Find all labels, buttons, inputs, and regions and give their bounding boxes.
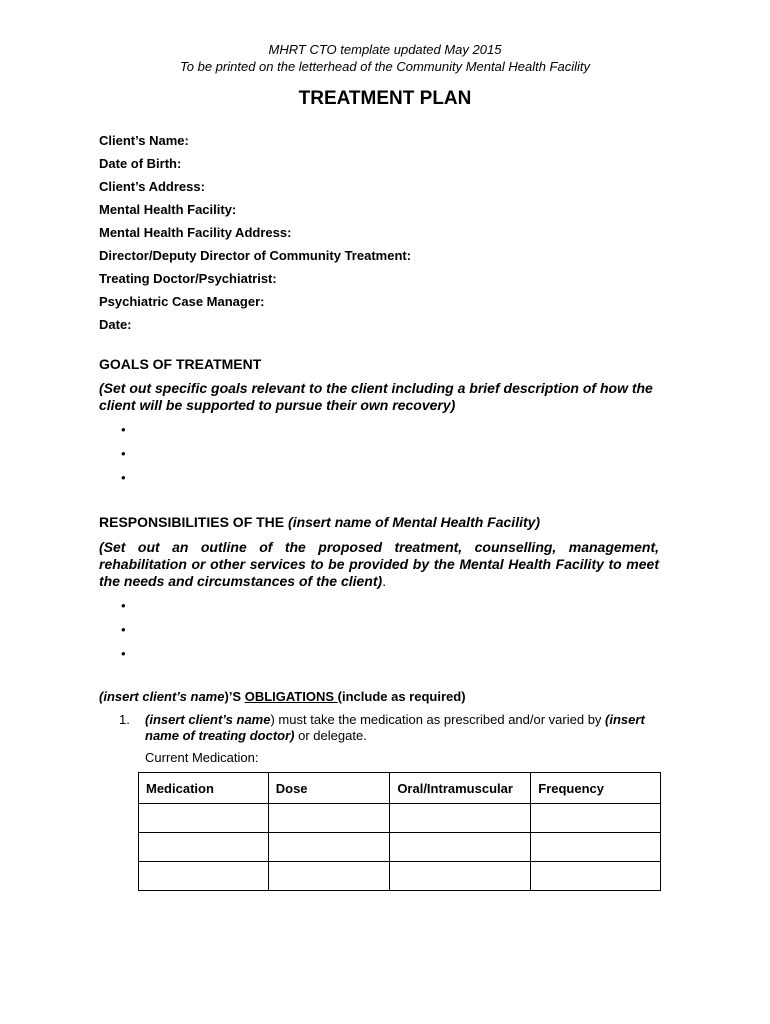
field-case-manager: Psychiatric Case Manager: xyxy=(99,294,265,309)
obligation-text-middle: ) must take the medication as prescribed and/or varied by xyxy=(270,712,606,727)
field-director: Director/Deputy Director of Community Treatment: xyxy=(99,248,412,263)
obligations-heading xyxy=(99,689,466,704)
responsibilities-bullet: • xyxy=(121,622,126,637)
goals-bullet: • xyxy=(121,422,126,437)
table-cell xyxy=(139,833,269,862)
responsibilities-description-end: . xyxy=(382,573,387,589)
field-client-address: Client’s Address: xyxy=(99,179,205,194)
field-date: Date: xyxy=(99,317,132,332)
page-title: TREATMENT PLAN xyxy=(298,88,472,109)
table-cell xyxy=(531,804,661,833)
responsibilities-bullet: • xyxy=(121,646,126,661)
column-header-frequency: Frequency xyxy=(531,773,661,804)
table-cell xyxy=(139,862,269,891)
column-header-route: Oral/Intramuscular xyxy=(390,773,531,804)
table-cell xyxy=(531,833,661,862)
responsibilities-description xyxy=(99,539,659,590)
table-cell xyxy=(390,833,531,862)
obligations-suffix: (include as required) xyxy=(337,689,466,704)
obligation-client-name: (insert client’s name xyxy=(145,712,271,727)
letterhead-note: To be printed on the letterhead of the Community Mental Health Facility xyxy=(180,59,590,74)
template-version-note: MHRT CTO template updated May 2015 xyxy=(268,42,502,57)
obligations-client-name: (insert client’s name xyxy=(99,689,225,704)
field-date-of-birth: Date of Birth: xyxy=(99,156,182,171)
column-header-dose: Dose xyxy=(268,773,390,804)
responsibilities-heading-prefix: RESPONSIBILITIES OF THE xyxy=(99,514,289,530)
goals-description: (Set out specific goals relevant to the client including a brief description of how the client will be supported to pursue their own recovery) xyxy=(99,380,653,413)
responsibilities-bullet: • xyxy=(121,598,126,613)
goals-heading: GOALS OF TREATMENT xyxy=(99,356,262,372)
field-client-name: Client’s Name: xyxy=(99,133,189,148)
obligation-item-text xyxy=(145,712,665,744)
responsibilities-heading xyxy=(99,514,540,530)
medication-table xyxy=(138,772,661,891)
goals-bullet: • xyxy=(121,470,126,485)
table-row xyxy=(139,804,661,833)
table-cell xyxy=(139,804,269,833)
table-row xyxy=(139,862,661,891)
table-cell xyxy=(390,862,531,891)
medication-table-header xyxy=(139,773,661,804)
table-cell xyxy=(531,862,661,891)
table-cell xyxy=(268,862,390,891)
field-facility-address: Mental Health Facility Address: xyxy=(99,225,292,240)
obligation-text-end: or delegate. xyxy=(294,728,367,743)
field-treating-doctor: Treating Doctor/Psychiatrist: xyxy=(99,271,277,286)
table-cell xyxy=(390,804,531,833)
table-cell xyxy=(268,833,390,862)
obligation-treating-doctor: (insert name of treating doctor) xyxy=(145,712,645,743)
responsibilities-heading-facility: (insert name of Mental Health Facility) xyxy=(288,514,541,530)
column-header-medication: Medication xyxy=(139,773,269,804)
field-mental-health-facility: Mental Health Facility: xyxy=(99,202,237,217)
obligations-possessive: )’S xyxy=(224,689,245,704)
goals-bullet: • xyxy=(121,446,126,461)
current-medication-label: Current Medication: xyxy=(145,750,259,765)
table-cell xyxy=(268,804,390,833)
table-row xyxy=(139,833,661,862)
obligation-item-number: 1. xyxy=(119,712,130,727)
obligations-label: OBLIGATIONS xyxy=(244,689,338,704)
responsibilities-description-text: (Set out an outline of the proposed treatment, counselling, management, rehabilitation or other services to be provided by the Mental Health Facility to meet the needs and circumstances of the client) xyxy=(99,539,659,589)
